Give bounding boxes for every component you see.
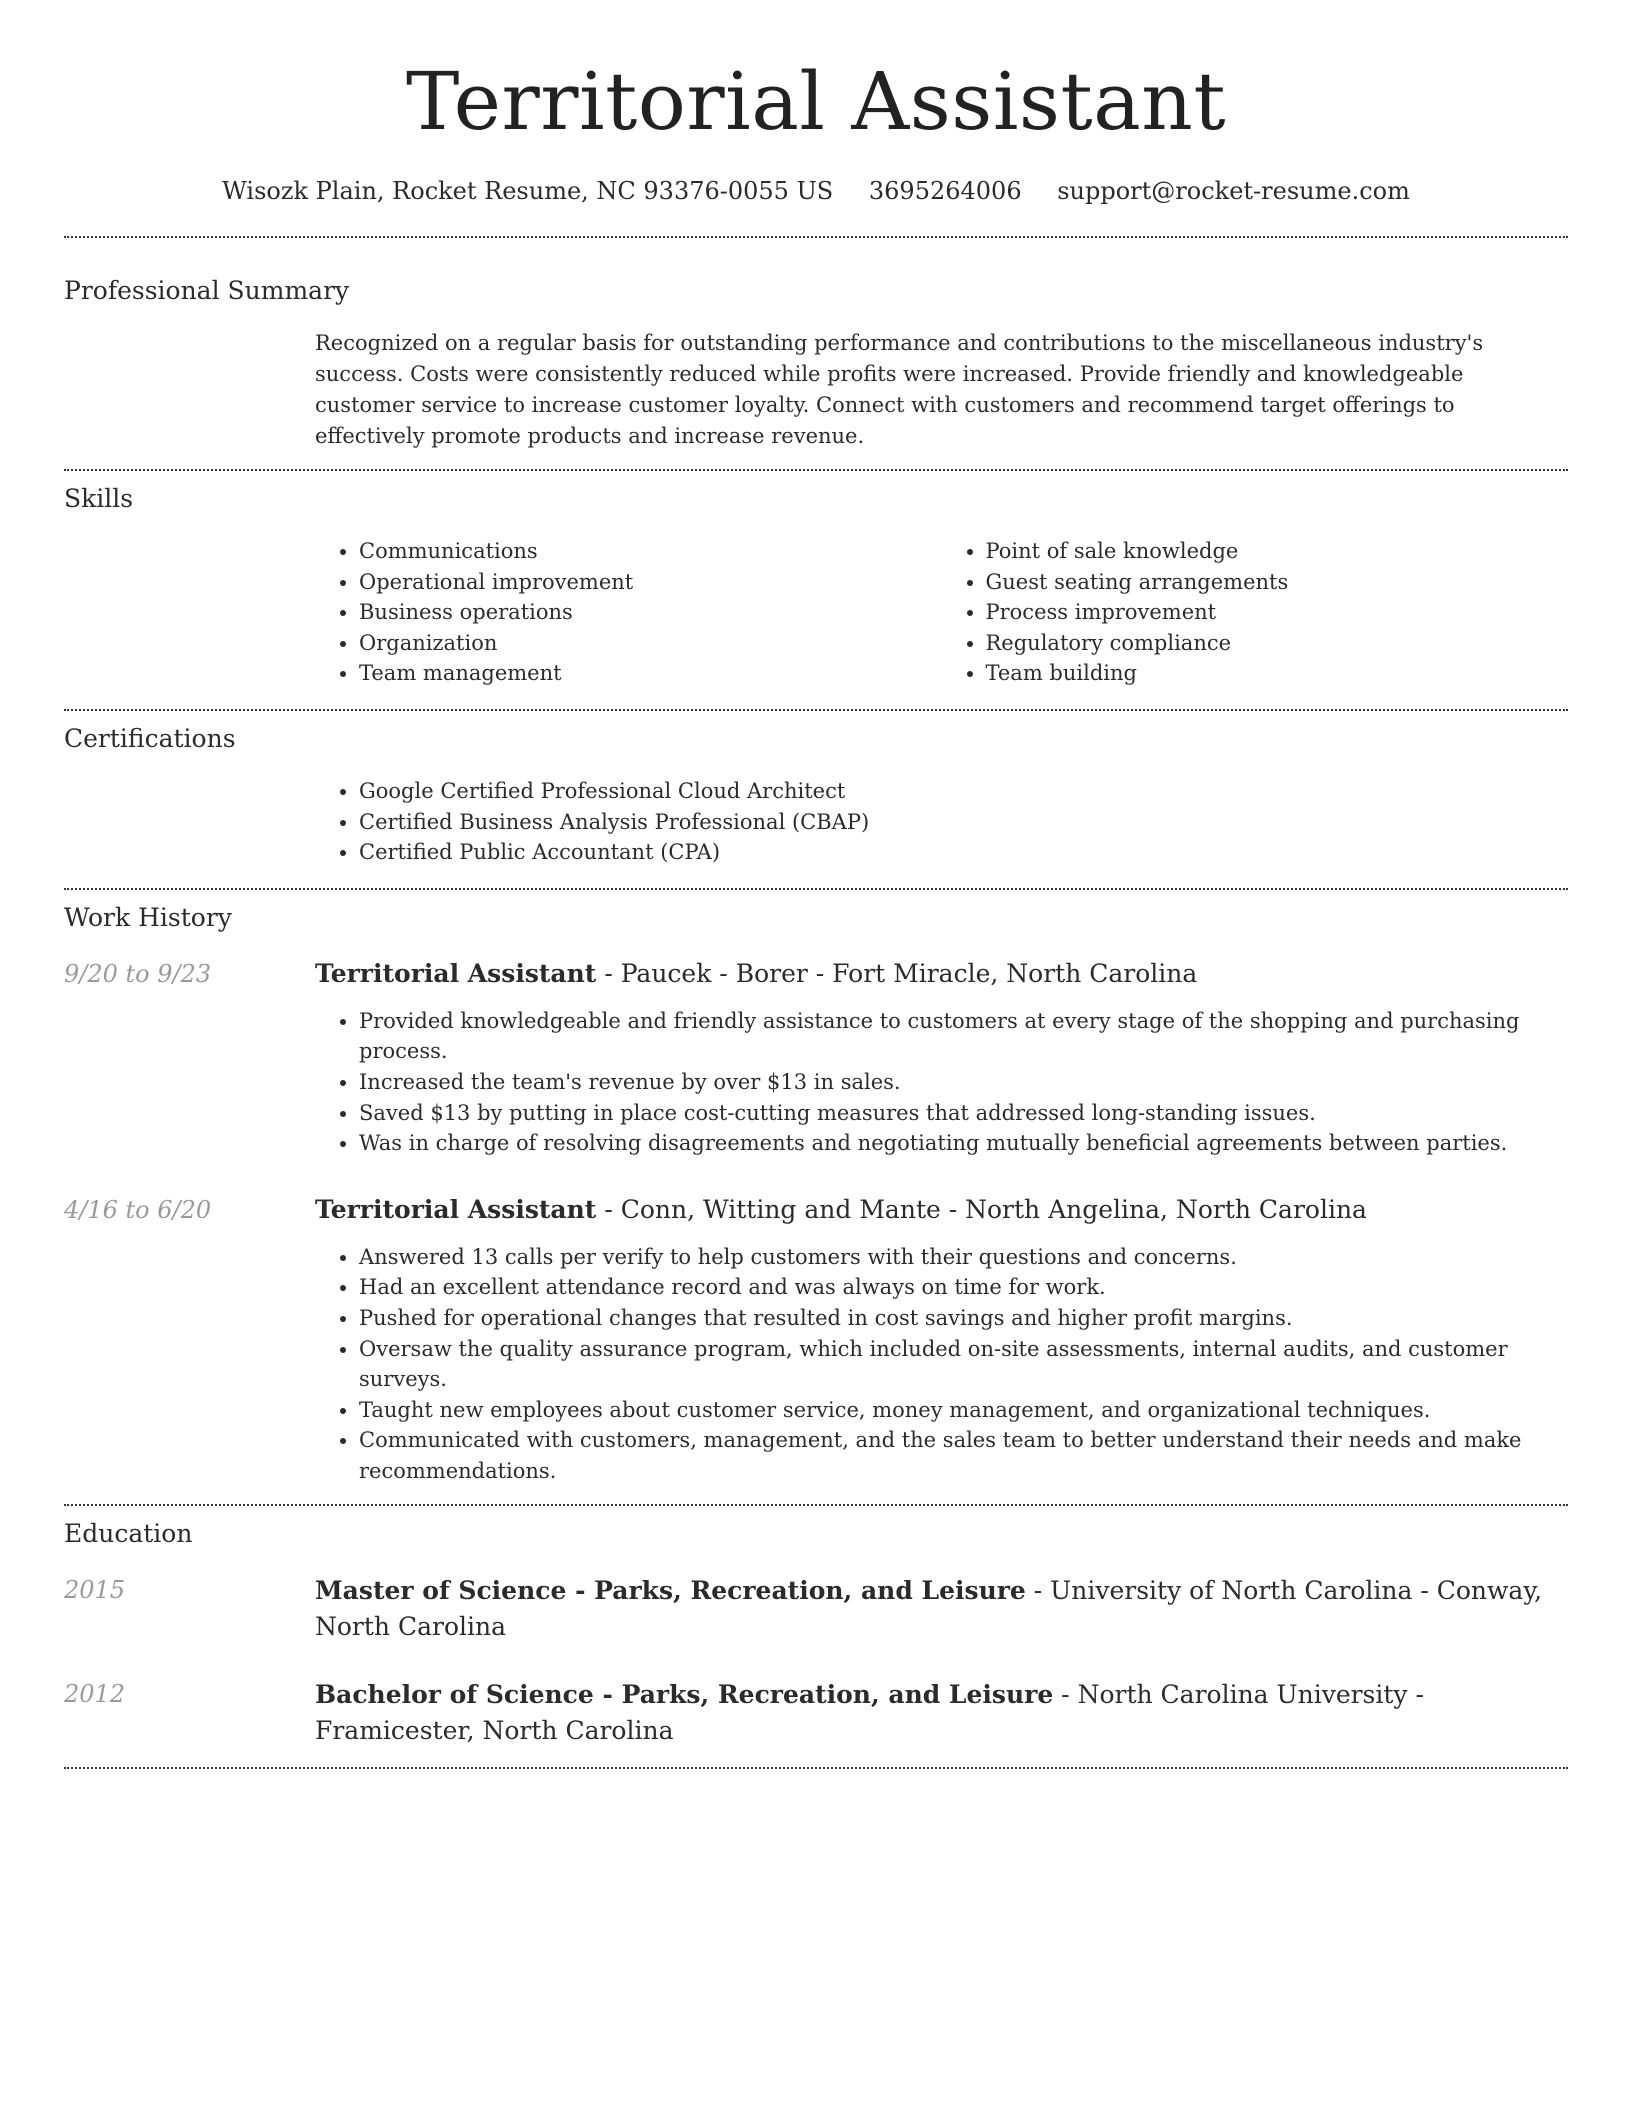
job-bullet: • Taught new employees about customer service, money management, and organizational techniques. [359, 1395, 1568, 1426]
job-dates: 9/20 to 9/23 [64, 959, 212, 988]
skill-item: • Communications [359, 536, 942, 567]
skill-item: • Team building [986, 658, 1569, 689]
contact-line [64, 174, 1568, 208]
education-details: - North Carolina University - Framicester, North Carolina [315, 1680, 1424, 1746]
section-title: Skills [64, 484, 134, 513]
skill-item: • Team management [359, 658, 942, 689]
address: Wisozk Plain, Rocket Resume, NC 93376-0055 US [222, 177, 834, 205]
email: support@rocket-resume.com [1057, 177, 1410, 205]
education-year: 2012 [64, 1680, 126, 1709]
job-bullet: • Saved $13 by putting in place cost-cutting measures that addressed long-standing issues. [359, 1098, 1568, 1129]
job-title [315, 1193, 1568, 1227]
job-dates: 4/16 to 6/20 [64, 1195, 212, 1224]
education-entry [64, 1677, 1568, 1749]
job-bullet: • Pushed for operational changes that resulted in cost savings and higher profit margins. [359, 1303, 1568, 1334]
skill-item: • Point of sale knowledge [986, 536, 1569, 567]
certifications-section [64, 711, 1568, 868]
job-bullets [315, 1006, 1568, 1159]
education-title [315, 1677, 1568, 1749]
certification-item: • Certified Business Analysis Professional (CBAP) [359, 807, 1568, 838]
education-section [64, 1506, 1568, 1749]
section-title: Work History [64, 902, 232, 932]
summary-section [64, 238, 1568, 452]
job-bullet: • Provided knowledgeable and friendly assistance to customers at every stage of the shopping and purchasing process. [359, 1006, 1568, 1067]
skills-section [64, 471, 1568, 689]
certifications-list [315, 776, 1568, 868]
education-title [315, 1573, 1568, 1645]
job-entry [64, 1193, 1568, 1487]
skill-item: • Guest seating arrangements [986, 567, 1569, 598]
job-entry [64, 957, 1568, 1159]
summary-text: Recognized on a regular basis for outstanding performance and contributions to the miscellaneous industry's success. Costs were consistently reduced while profits were increased. Provide friendly and knowledgeable customer service to increase customer loyalty. Connect with customers and recommend target offerings to effectively promote products and increase revenue. [315, 331, 1484, 448]
section-title: Professional Summary [64, 276, 350, 305]
phone: 3695264006 [868, 177, 1022, 205]
education-degree: Bachelor of Science - Parks, Recreation, and Leisure [315, 1680, 1054, 1710]
education-year: 2015 [64, 1576, 126, 1605]
job-role: Territorial Assistant [315, 1194, 597, 1224]
certification-item: • Google Certified Professional Cloud Architect [359, 776, 1568, 807]
candidate-name: Territorial Assistant [406, 55, 1226, 148]
skill-item: • Organization [359, 628, 942, 659]
job-details: - Conn, Witting and Mante - North Angelina, North Carolina [596, 1194, 1367, 1224]
job-bullets [315, 1242, 1568, 1487]
section-title: Education [64, 1519, 193, 1549]
job-details: - Paucek - Borer - Fort Miracle, North Carolina [596, 958, 1198, 988]
skill-item: • Regulatory compliance [986, 628, 1569, 659]
certification-item: • Certified Public Accountant (CPA) [359, 837, 1568, 868]
job-title [315, 957, 1568, 991]
job-bullet: • Increased the team's revenue by over $13 in sales. [359, 1067, 1568, 1098]
job-bullet: • Communicated with customers, management, and the sales team to better understand their needs and make recommendations. [359, 1425, 1568, 1486]
skills-list-left [315, 536, 942, 689]
skills-list-right [942, 536, 1569, 689]
job-bullet: • Had an excellent attendance record and was always on time for work. [359, 1272, 1568, 1303]
skill-item: • Operational improvement [359, 567, 942, 598]
education-degree: Master of Science - Parks, Recreation, and Leisure [315, 1576, 1026, 1606]
education-details: - University of North Carolina - Conway, North Carolina [315, 1576, 1543, 1642]
skill-item: • Business operations [359, 597, 942, 628]
section-title: Certifications [64, 723, 236, 753]
education-entry [64, 1573, 1568, 1645]
divider [64, 1767, 1568, 1769]
skill-item: • Process improvement [986, 597, 1569, 628]
work-history-section [64, 890, 1568, 1487]
job-bullet: • Oversaw the quality assurance program, which included on-site assessments, internal audits, and customer surveys. [359, 1334, 1568, 1395]
job-bullet: • Was in charge of resolving disagreements and negotiating mutually beneficial agreements between parties. [359, 1128, 1568, 1159]
job-role: Territorial Assistant [315, 958, 597, 988]
job-bullet: • Answered 13 calls per verify to help customers with their questions and concerns. [359, 1242, 1568, 1273]
